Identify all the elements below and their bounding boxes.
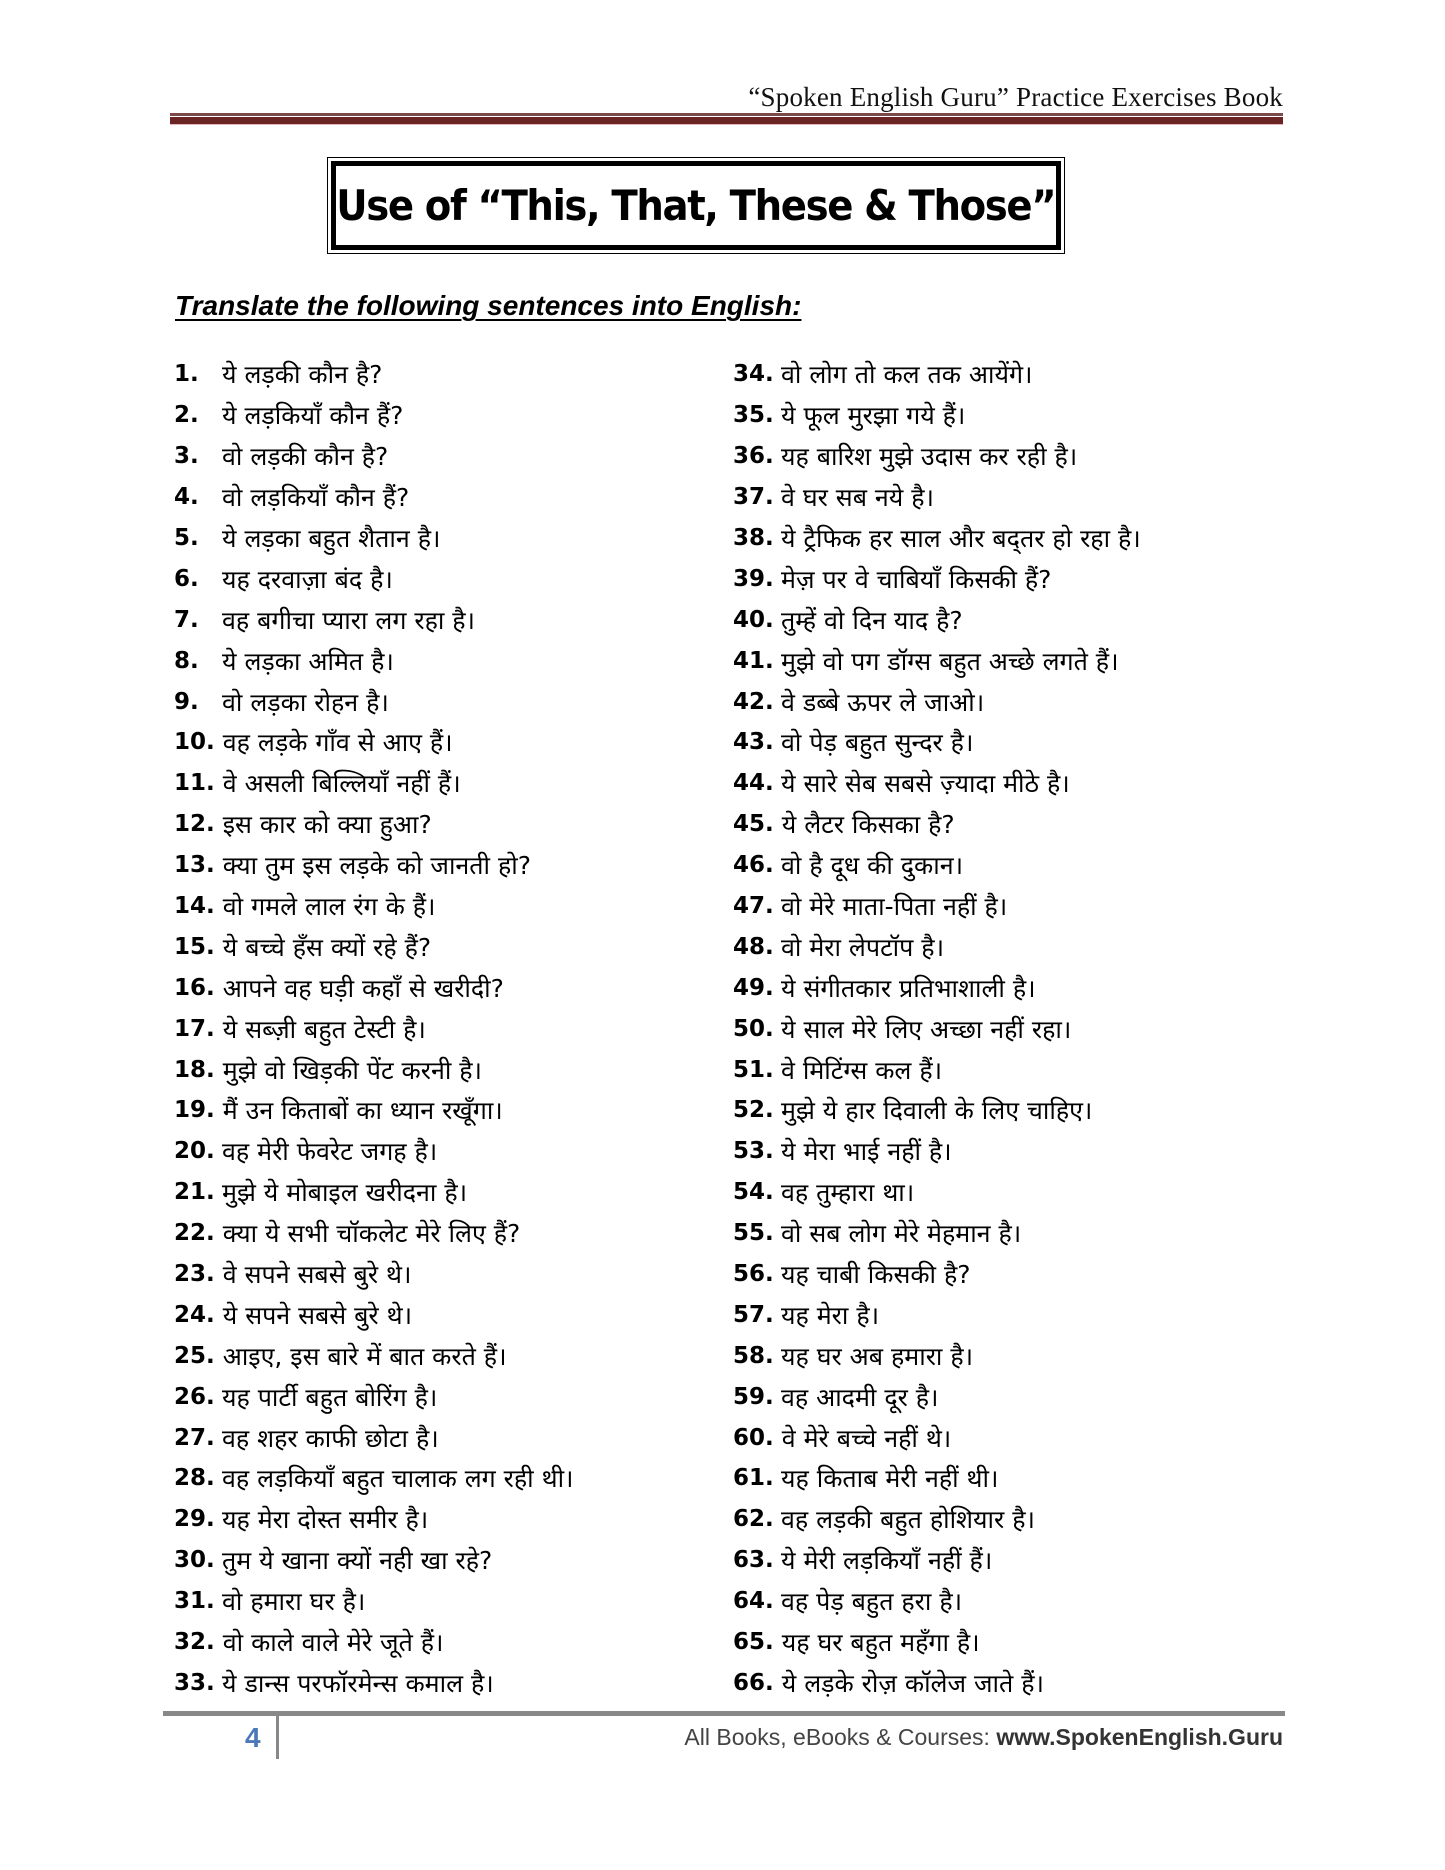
exercise-item	[174, 1581, 714, 1622]
exercise-sentence: ये साल मेरे लिए अच्छा नहीं रहा।	[781, 1014, 1072, 1044]
exercise-number: 27.	[174, 1424, 215, 1451]
exercise-item	[733, 1172, 1253, 1213]
exercise-sentence: इस कार को क्या हुआ?	[222, 810, 432, 840]
exercise-number: 44.	[733, 770, 774, 797]
exercise-number: 20.	[174, 1138, 215, 1165]
exercise-number: 58.	[733, 1342, 774, 1369]
exercise-number: 56.	[733, 1261, 774, 1288]
footer-url[interactable]: www.SpokenEnglish.Guru	[996, 1724, 1283, 1750]
exercise-item	[174, 722, 714, 763]
exercise-number: 32.	[174, 1629, 215, 1656]
exercise-number: 51.	[733, 1056, 774, 1083]
exercise-number: 54.	[733, 1179, 774, 1206]
exercise-sentence: मुझे ये हार दिवाली के लिए चाहिए।	[781, 1096, 1093, 1126]
exercise-number: 28.	[174, 1465, 215, 1492]
exercise-number: 64.	[733, 1588, 774, 1615]
exercise-item	[174, 436, 714, 477]
exercise-item	[174, 1090, 714, 1131]
exercise-sentence: ये लड़का बहुत शैतान है।	[222, 524, 441, 553]
exercise-item	[733, 1417, 1253, 1458]
exercise-item	[733, 886, 1253, 927]
exercise-sentence: ये ट्रैफिक हर साल और बद्तर हो रहा है।	[781, 524, 1141, 553]
exercise-sentence: ये डान्स परफॉरमेन्स कमाल है।	[222, 1668, 494, 1698]
exercise-item	[733, 967, 1253, 1008]
title-box-inner	[331, 161, 1061, 250]
exercise-number: 16.	[174, 974, 215, 1001]
exercise-sentence: वे सपने सबसे बुरे थे।	[222, 1260, 412, 1290]
exercise-sentence: वो लड़का रोहन है।	[222, 687, 389, 717]
exercise-sentence: वे मिटिंग्स कल हैं।	[781, 1055, 943, 1085]
exercise-sentence: यह चाबी किसकी है?	[781, 1260, 971, 1290]
exercise-sentence: ये लड़की कौन है?	[222, 360, 383, 390]
footer-divider	[276, 1712, 279, 1759]
exercise-item	[174, 1417, 714, 1458]
footer-label: All Books, eBooks & Courses:	[684, 1724, 997, 1750]
exercise-item	[733, 1376, 1253, 1417]
exercise-sentence: यह घर अब हमारा है।	[781, 1341, 974, 1371]
instruction-heading: Translate the following sentences into English:	[175, 290, 802, 321]
header-rule-thin	[170, 113, 1283, 116]
exercise-sentence: ये बच्चे हँस क्यों रहे हैं?	[222, 932, 432, 962]
exercise-sentence: ये सारे सेब सबसे ज़्यादा मीठे है।	[781, 769, 1070, 799]
exercise-item	[733, 722, 1253, 763]
exercise-item	[174, 1622, 714, 1663]
exercise-sentence: ये संगीतकार प्रतिभाशाली है।	[781, 973, 1036, 1003]
exercise-sentence: यह घर बहुत महँगा है।	[781, 1628, 980, 1658]
exercise-item	[733, 354, 1253, 395]
exercise-sentence: तुम्हें वो दिन याद है?	[781, 605, 963, 635]
exercise-item	[733, 395, 1253, 436]
exercise-item	[174, 804, 714, 845]
exercise-sentence: वो लड़कियाँ कौन हैं?	[222, 483, 410, 513]
exercise-number: 62.	[733, 1506, 774, 1533]
exercise-sentence: वो पेड़ बहुत सुन्दर है।	[781, 728, 974, 758]
exercise-number: 10.	[174, 729, 215, 756]
exercise-sentence: मुझे ये मोबाइल खरीदना है।	[222, 1178, 468, 1208]
exercise-list-left	[174, 354, 714, 1703]
exercise-item	[733, 804, 1253, 845]
exercise-number: 50.	[733, 1015, 774, 1042]
exercise-number: 38.	[733, 525, 774, 551]
exercise-sentence: ये सपने सबसे बुरे थे।	[222, 1300, 413, 1330]
exercise-item	[174, 967, 714, 1008]
exercise-number: 13.	[174, 852, 215, 879]
footer-rule	[163, 1711, 1285, 1716]
exercise-sentence: वह लड़कियाँ बहुत चालाक लग रही थी।	[222, 1464, 574, 1494]
exercise-number: 41.	[733, 647, 774, 674]
exercise-sentence: ये सब्ज़ी बहुत टेस्टी है।	[222, 1014, 426, 1044]
exercise-number: 65.	[733, 1629, 774, 1656]
running-header: “Spoken English Guru” Practice Exercises Book	[748, 82, 1283, 112]
exercise-number: 5.	[174, 525, 199, 551]
exercise-sentence: वह बगीचा प्यारा लग रहा है।	[222, 605, 476, 635]
exercise-number: 26.	[174, 1383, 215, 1410]
exercise-number: 14.	[174, 893, 215, 920]
exercise-item	[174, 763, 714, 804]
exercise-item	[733, 1540, 1253, 1581]
footer-text	[684, 1724, 1283, 1751]
exercise-sentence: क्या ये सभी चॉकलेट मेरे लिए हैं?	[222, 1219, 521, 1249]
exercise-item	[174, 395, 714, 436]
exercise-number: 59.	[733, 1383, 774, 1410]
exercise-number: 42.	[733, 688, 774, 715]
exercise-sentence: वह लड़के गाँव से आए हैं।	[222, 728, 453, 758]
exercise-number: 33.	[174, 1669, 215, 1696]
exercise-item	[174, 1458, 714, 1499]
exercise-number: 52.	[733, 1097, 774, 1124]
exercise-number: 7.	[174, 606, 199, 633]
exercise-number: 45.	[733, 811, 774, 838]
exercise-number: 6.	[174, 565, 199, 592]
exercise-sentence: आपने वह घड़ी कहाँ से खरीदी?	[222, 973, 504, 1003]
exercise-item	[733, 518, 1253, 559]
exercise-number: 25.	[174, 1342, 215, 1369]
exercise-number: 57.	[733, 1301, 774, 1328]
exercise-item	[733, 436, 1253, 477]
exercise-sentence: यह पार्टी बहुत बोरिंग है।	[222, 1382, 438, 1412]
exercise-sentence: ये मेरा भाई नहीं है।	[781, 1137, 952, 1167]
exercise-sentence: यह किताब मेरी नहीं थी।	[781, 1464, 999, 1494]
exercise-item	[174, 1540, 714, 1581]
exercise-item	[733, 1458, 1253, 1499]
exercise-item	[174, 1254, 714, 1295]
exercise-item	[174, 354, 714, 395]
exercise-item	[174, 599, 714, 640]
exercise-number: 60.	[733, 1424, 774, 1451]
exercise-number: 61.	[733, 1465, 774, 1492]
header-rule-thick	[170, 117, 1283, 124]
exercise-item	[174, 1376, 714, 1417]
exercise-item	[733, 1294, 1253, 1335]
exercise-sentence: वो काले वाले मेरे जूते हैं।	[222, 1628, 444, 1658]
exercise-item	[733, 1090, 1253, 1131]
exercise-item	[733, 599, 1253, 640]
exercise-sentence: यह बारिश मुझे उदास कर रही है।	[781, 442, 1078, 472]
exercise-number: 12.	[174, 811, 215, 838]
exercise-number: 36.	[733, 443, 774, 470]
exercise-sentence: ये लड़के रोज़ कॉलेज जाते हैं।	[781, 1668, 1044, 1698]
exercise-sentence: वे डब्बे ऊपर ले जाओ।	[781, 687, 985, 717]
exercise-item	[174, 1213, 714, 1254]
exercise-number: 29.	[174, 1506, 215, 1533]
exercise-item	[733, 926, 1253, 967]
exercise-number: 3.	[174, 443, 199, 470]
exercise-number: 15.	[174, 933, 215, 960]
exercise-number: 22.	[174, 1220, 215, 1247]
exercise-number: 2.	[174, 402, 199, 429]
exercise-sentence: क्या तुम इस लड़के को जानती हो?	[222, 851, 532, 881]
exercise-sentence: मेज़ पर वे चाबियाँ किसकी हैं?	[781, 564, 1052, 594]
exercise-sentence: मुझे वो पग डॉग्स बहुत अच्छे लगते हैं।	[781, 646, 1119, 676]
exercise-sentence: वह तुम्हारा था।	[781, 1178, 915, 1208]
exercise-item	[174, 1663, 714, 1704]
exercise-sentence: वह लड़की बहुत होशियार है।	[781, 1505, 1035, 1535]
exercise-sentence: ये लैटर किसका है?	[781, 810, 955, 840]
exercise-number: 21.	[174, 1179, 215, 1206]
exercise-item	[174, 477, 714, 518]
exercise-number: 9.	[174, 688, 199, 715]
exercise-sentence: वो सब लोग मेरे मेहमान है।	[781, 1219, 1022, 1249]
exercise-item	[174, 886, 714, 927]
exercise-sentence: ये लड़का अमित है।	[222, 646, 394, 676]
exercise-item	[733, 1049, 1253, 1090]
exercise-number: 35.	[733, 402, 774, 429]
exercise-item	[733, 1335, 1253, 1376]
exercise-sentence: वे असली बिल्लियाँ नहीं हैं।	[222, 769, 461, 799]
exercise-item	[733, 763, 1253, 804]
exercise-number: 40.	[733, 606, 774, 633]
exercise-sentence: आइए, इस बारे में बात करते हैं।	[222, 1341, 507, 1371]
exercise-number: 39.	[733, 565, 774, 592]
exercise-number: 63.	[733, 1547, 774, 1574]
exercise-item	[733, 845, 1253, 886]
exercise-number: 31.	[174, 1588, 215, 1615]
exercise-number: 48.	[733, 933, 774, 960]
exercise-sentence: वो लोग तो कल तक आयेंगे।	[781, 360, 1033, 390]
exercise-sentence: वो लड़की कौन है?	[222, 442, 389, 472]
exercise-item	[174, 1335, 714, 1376]
exercise-number: 8.	[174, 647, 199, 674]
exercise-number: 53.	[733, 1138, 774, 1165]
exercise-sentence: मुझे वो खिड़की पेंट करनी है।	[222, 1055, 483, 1085]
exercise-sentence: ये लड़कियाँ कौन हैं?	[222, 401, 404, 431]
exercise-sentence: ये मेरी लड़कियाँ नहीं हैं।	[781, 1546, 993, 1576]
exercise-item	[174, 926, 714, 967]
exercise-item	[733, 1213, 1253, 1254]
exercise-item	[174, 518, 714, 559]
exercise-item	[174, 1294, 714, 1335]
exercise-sentence: तुम ये खाना क्यों नही खा रहे?	[222, 1546, 493, 1576]
exercise-sentence: वो मेरे माता-पिता नहीं है।	[781, 892, 1008, 922]
exercise-item	[733, 1622, 1253, 1663]
exercise-number: 66.	[733, 1669, 774, 1696]
exercise-sentence: ये फूल मुरझा गये हैं।	[781, 401, 966, 431]
exercise-sentence: वे घर सब नये है।	[781, 483, 934, 513]
exercise-item	[174, 681, 714, 722]
exercise-item	[733, 1008, 1253, 1049]
exercise-item	[733, 558, 1253, 599]
exercise-item	[174, 1131, 714, 1172]
exercise-sentence: यह दरवाज़ा बंद है।	[222, 564, 393, 594]
exercise-item	[174, 558, 714, 599]
exercise-item	[174, 1172, 714, 1213]
exercise-number: 1.	[174, 361, 199, 388]
exercise-number: 4.	[174, 484, 199, 511]
exercise-item	[733, 1663, 1253, 1704]
exercise-sentence: वह आदमी दूर है।	[781, 1382, 939, 1412]
exercise-item	[733, 1581, 1253, 1622]
exercise-sentence: वो गमले लाल रंग के हैं।	[222, 892, 436, 922]
exercise-item	[174, 1049, 714, 1090]
exercise-number: 55.	[733, 1220, 774, 1247]
page-number: 4	[245, 1722, 261, 1753]
exercise-number: 49.	[733, 974, 774, 1001]
exercise-number: 43.	[733, 729, 774, 756]
exercise-item	[174, 640, 714, 681]
exercise-sentence: वह मेरी फेवरेट जगह है।	[222, 1137, 438, 1167]
exercise-sentence: यह मेरा है।	[781, 1300, 880, 1330]
exercise-item	[733, 1499, 1253, 1540]
exercise-sentence: वह पेड़ बहुत हरा है।	[781, 1587, 963, 1617]
exercise-number: 47.	[733, 893, 774, 920]
exercise-sentence: मैं उन किताबों का ध्यान रखूँगा।	[222, 1096, 503, 1126]
exercise-number: 19.	[174, 1097, 215, 1124]
exercise-number: 17.	[174, 1015, 215, 1042]
exercise-sentence: वह शहर काफी छोटा है।	[222, 1423, 439, 1453]
exercise-item	[733, 681, 1253, 722]
exercise-number: 34.	[733, 361, 774, 388]
exercise-item	[174, 1008, 714, 1049]
exercise-sentence: वो है दूध की दुकान।	[781, 851, 964, 881]
exercise-sentence: वे मेरे बच्चे नहीं थे।	[781, 1423, 952, 1453]
exercise-sentence: वो हमारा घर है।	[222, 1587, 366, 1617]
exercise-list-right	[733, 354, 1253, 1703]
exercise-number: 11.	[174, 770, 215, 797]
exercise-sentence: यह मेरा दोस्त समीर है।	[222, 1505, 429, 1535]
exercise-item	[174, 845, 714, 886]
exercise-item	[733, 477, 1253, 518]
exercise-number: 30.	[174, 1547, 215, 1574]
exercise-item	[174, 1499, 714, 1540]
exercise-sentence: वो मेरा लेपटॉप है।	[781, 932, 945, 962]
exercise-number: 23.	[174, 1261, 215, 1288]
page-title: Use of “This, That, These & Those”	[336, 181, 1056, 230]
exercise-item	[733, 1254, 1253, 1295]
exercise-number: 18.	[174, 1056, 215, 1083]
exercise-item	[733, 640, 1253, 681]
exercise-number: 37.	[733, 484, 774, 511]
exercise-item	[733, 1131, 1253, 1172]
exercise-number: 24.	[174, 1301, 215, 1328]
title-box	[327, 157, 1065, 254]
exercise-number: 46.	[733, 852, 774, 879]
